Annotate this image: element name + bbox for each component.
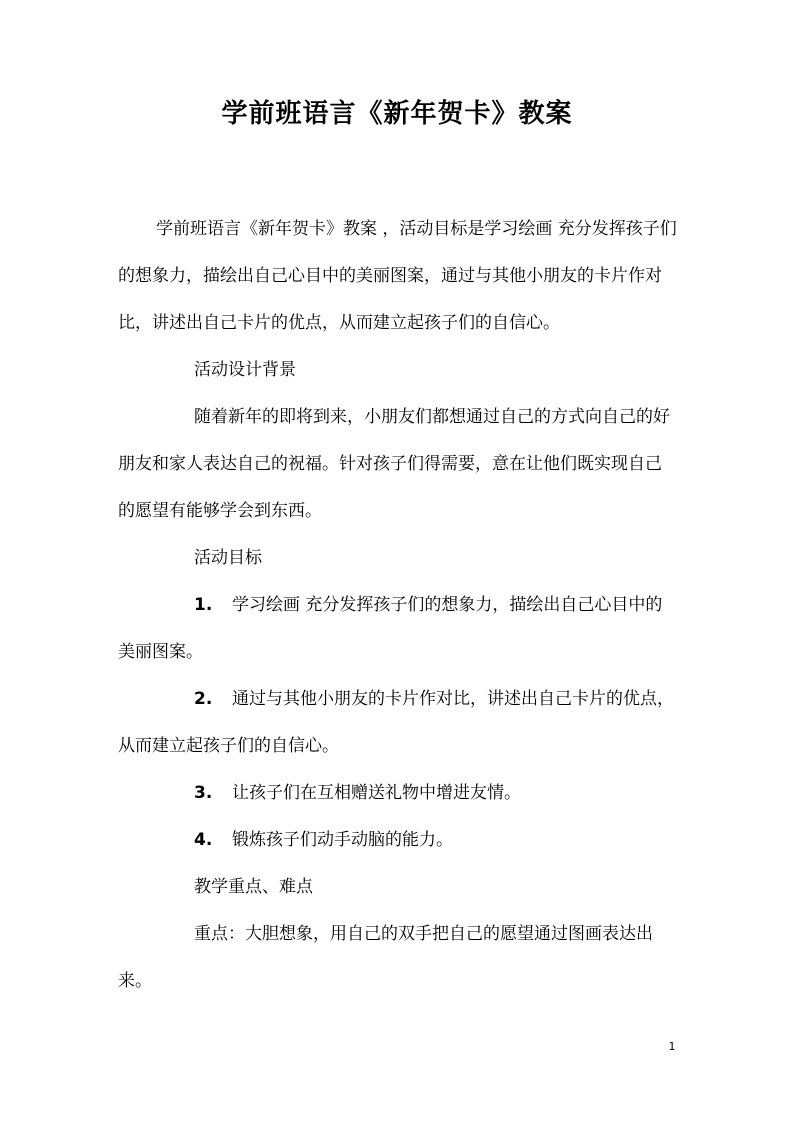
goal-item-1 [118, 582, 678, 676]
goal-number: 3. [194, 783, 213, 803]
section-heading-goals: 活动目标 [194, 548, 262, 568]
goal-number: 4. [194, 830, 213, 850]
key-points-paragraph: 重点：大胆想象，用自己的双手把自己的愿望通过图画表达出来。 [118, 924, 653, 991]
goal-item-4 [118, 817, 678, 864]
section-heading-key-points: 教学重点、难点 [194, 877, 313, 897]
goal-number: 1. [194, 595, 213, 615]
goal-text: 锻炼孩子们动手动脑的能力。 [232, 830, 453, 850]
goal-text: 通过与其他小朋友的卡片作对比，讲述出自己卡片的优点，从而建立起孩子们的自信心。 [118, 689, 674, 756]
document-title: 学前班语言《新年贺卡》教案 [221, 99, 573, 129]
page-number: 1 [668, 1040, 676, 1053]
goal-text: 让孩子们在互相赠送礼物中增进友情。 [232, 783, 521, 803]
background-paragraph: 随着新年的即将到来，小朋友们都想通过自己的方式向自己的好朋友和家人表达自己的祝福。针对孩子们得需要，意在让他们既实现自己的愿望有能够学会到东西。 [118, 407, 670, 521]
goal-text: 学习绘画 充分发挥孩子们的想象力，描绘出自己心目中的美丽图案。 [118, 595, 663, 662]
section-heading-background: 活动设计背景 [194, 360, 296, 380]
goal-item-2 [118, 676, 678, 770]
goal-number: 2. [194, 689, 213, 709]
document-body [118, 206, 678, 1005]
intro-paragraph: 学前班语言《新年贺卡》教案 ，活动目标是学习绘画 充分发挥孩子们的想象力，描绘出自己心目中的美丽图案，通过与其他小朋友的卡片作对比，讲述出自己卡片的优点，从而建立起孩子们的自信心。 [118, 219, 677, 333]
goal-item-3 [118, 770, 678, 817]
